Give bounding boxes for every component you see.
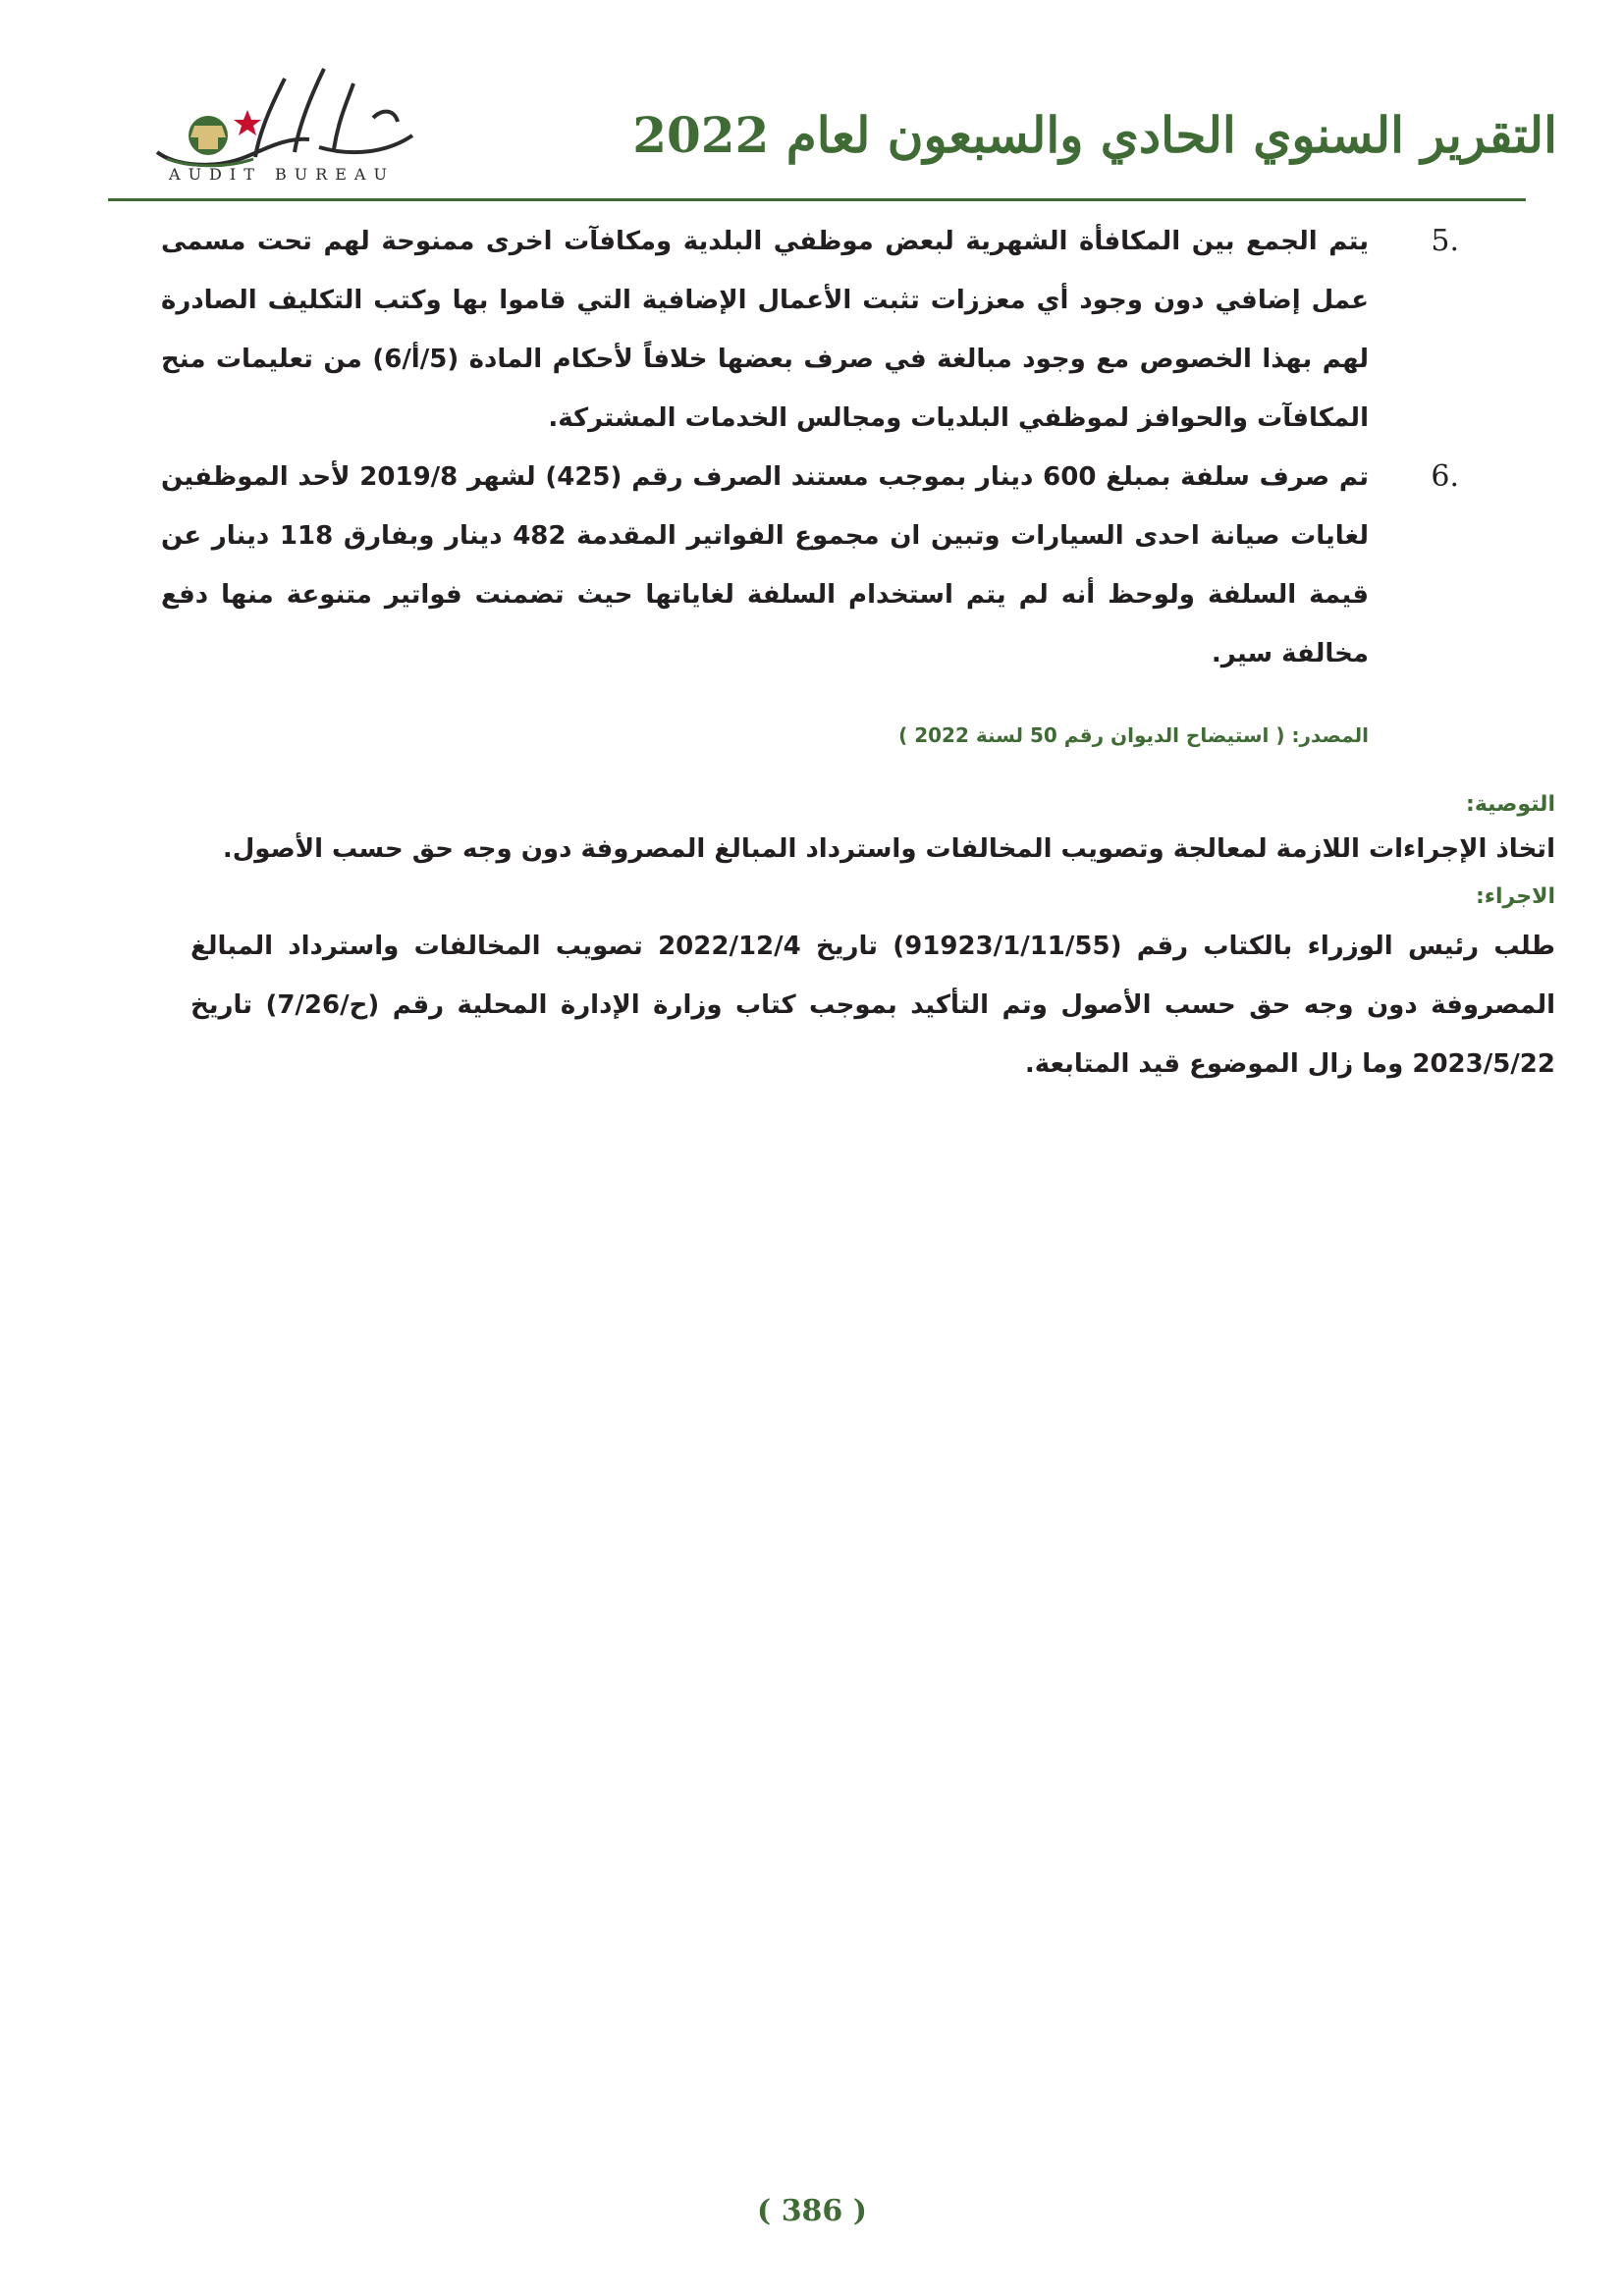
item-text: تم صرف سلفة بمبلغ 600 دينار بموجب مستند الصرف رقم (425) لشهر 2019/8 لأحد الموظفين لغايات صيانة احدى السيارات وتبين ان مجموع الفواتير المقدمة 482 دينار وبفارق 118 دينار عن قيمة السلفة ولوحظ أنه لم يتم استخدام السلفة لغاياتها حيث تضمنت فواتير متنوعة منها دفع مخالفة سير. xyxy=(161,462,1370,668)
recommendation-section xyxy=(190,785,1555,874)
recommendation-text: اتخاذ الإجراءات اللازمة لمعالجة وتصويب المخالفات واسترداد المبالغ المصروفة دون وجه حق حسب الأصول. xyxy=(222,834,1555,864)
item-number: 5. xyxy=(1431,224,1459,258)
main-content xyxy=(161,212,1555,1094)
item-number: 6. xyxy=(1431,459,1459,494)
list-item xyxy=(161,448,1459,683)
logo-caption: AUDIT BUREAU xyxy=(169,165,395,184)
recommendation-heading: التوصية: xyxy=(1466,792,1555,817)
list-item xyxy=(161,212,1459,448)
action-heading: الاجراء: xyxy=(1475,884,1555,909)
header-divider xyxy=(108,198,1526,201)
item-text: يتم الجمع بين المكافأة الشهرية لبعض موظفي البلدية ومكافآت اخرى ممنوحة لهم تحت مسمى عمل إضافي دون وجود أي معززات تثبت الأعمال الإضافية التي قاموا بها وكتب التكليف الصادرة لهم بهذا الخصوص مع وجود مبالغة في صرف بعضها خلافاً لأحكام المادة (5/أ/6) من تعليمات منح المكافآت والحوافز لموظفي البلديات ومجالس الخدمات المشتركة. xyxy=(161,227,1370,433)
findings-list xyxy=(161,212,1459,683)
action-text: طلب رئيس الوزراء بالكتاب رقم (91923/1/11/55) تاريخ 2022/12/4 تصويب المخالفات واسترداد المبالغ المصروفة دون وجه حق حسب الأصول وتم التأكيد بموجب كتاب وزارة الإدارة المحلية رقم (ح/7/26) تاريخ 2023/5/22 وما زال الموضوع قيد المتابعة. xyxy=(190,932,1555,1079)
page-number: ( 386 ) xyxy=(757,2194,867,2228)
action-section xyxy=(190,878,1555,1094)
source-note: المصدر: ( استيضاح الديوان رقم 50 لسنة 2022 ) xyxy=(898,723,1369,747)
report-title: التقرير السنوي الحادي والسبعون لعام 2022 xyxy=(632,106,1557,164)
